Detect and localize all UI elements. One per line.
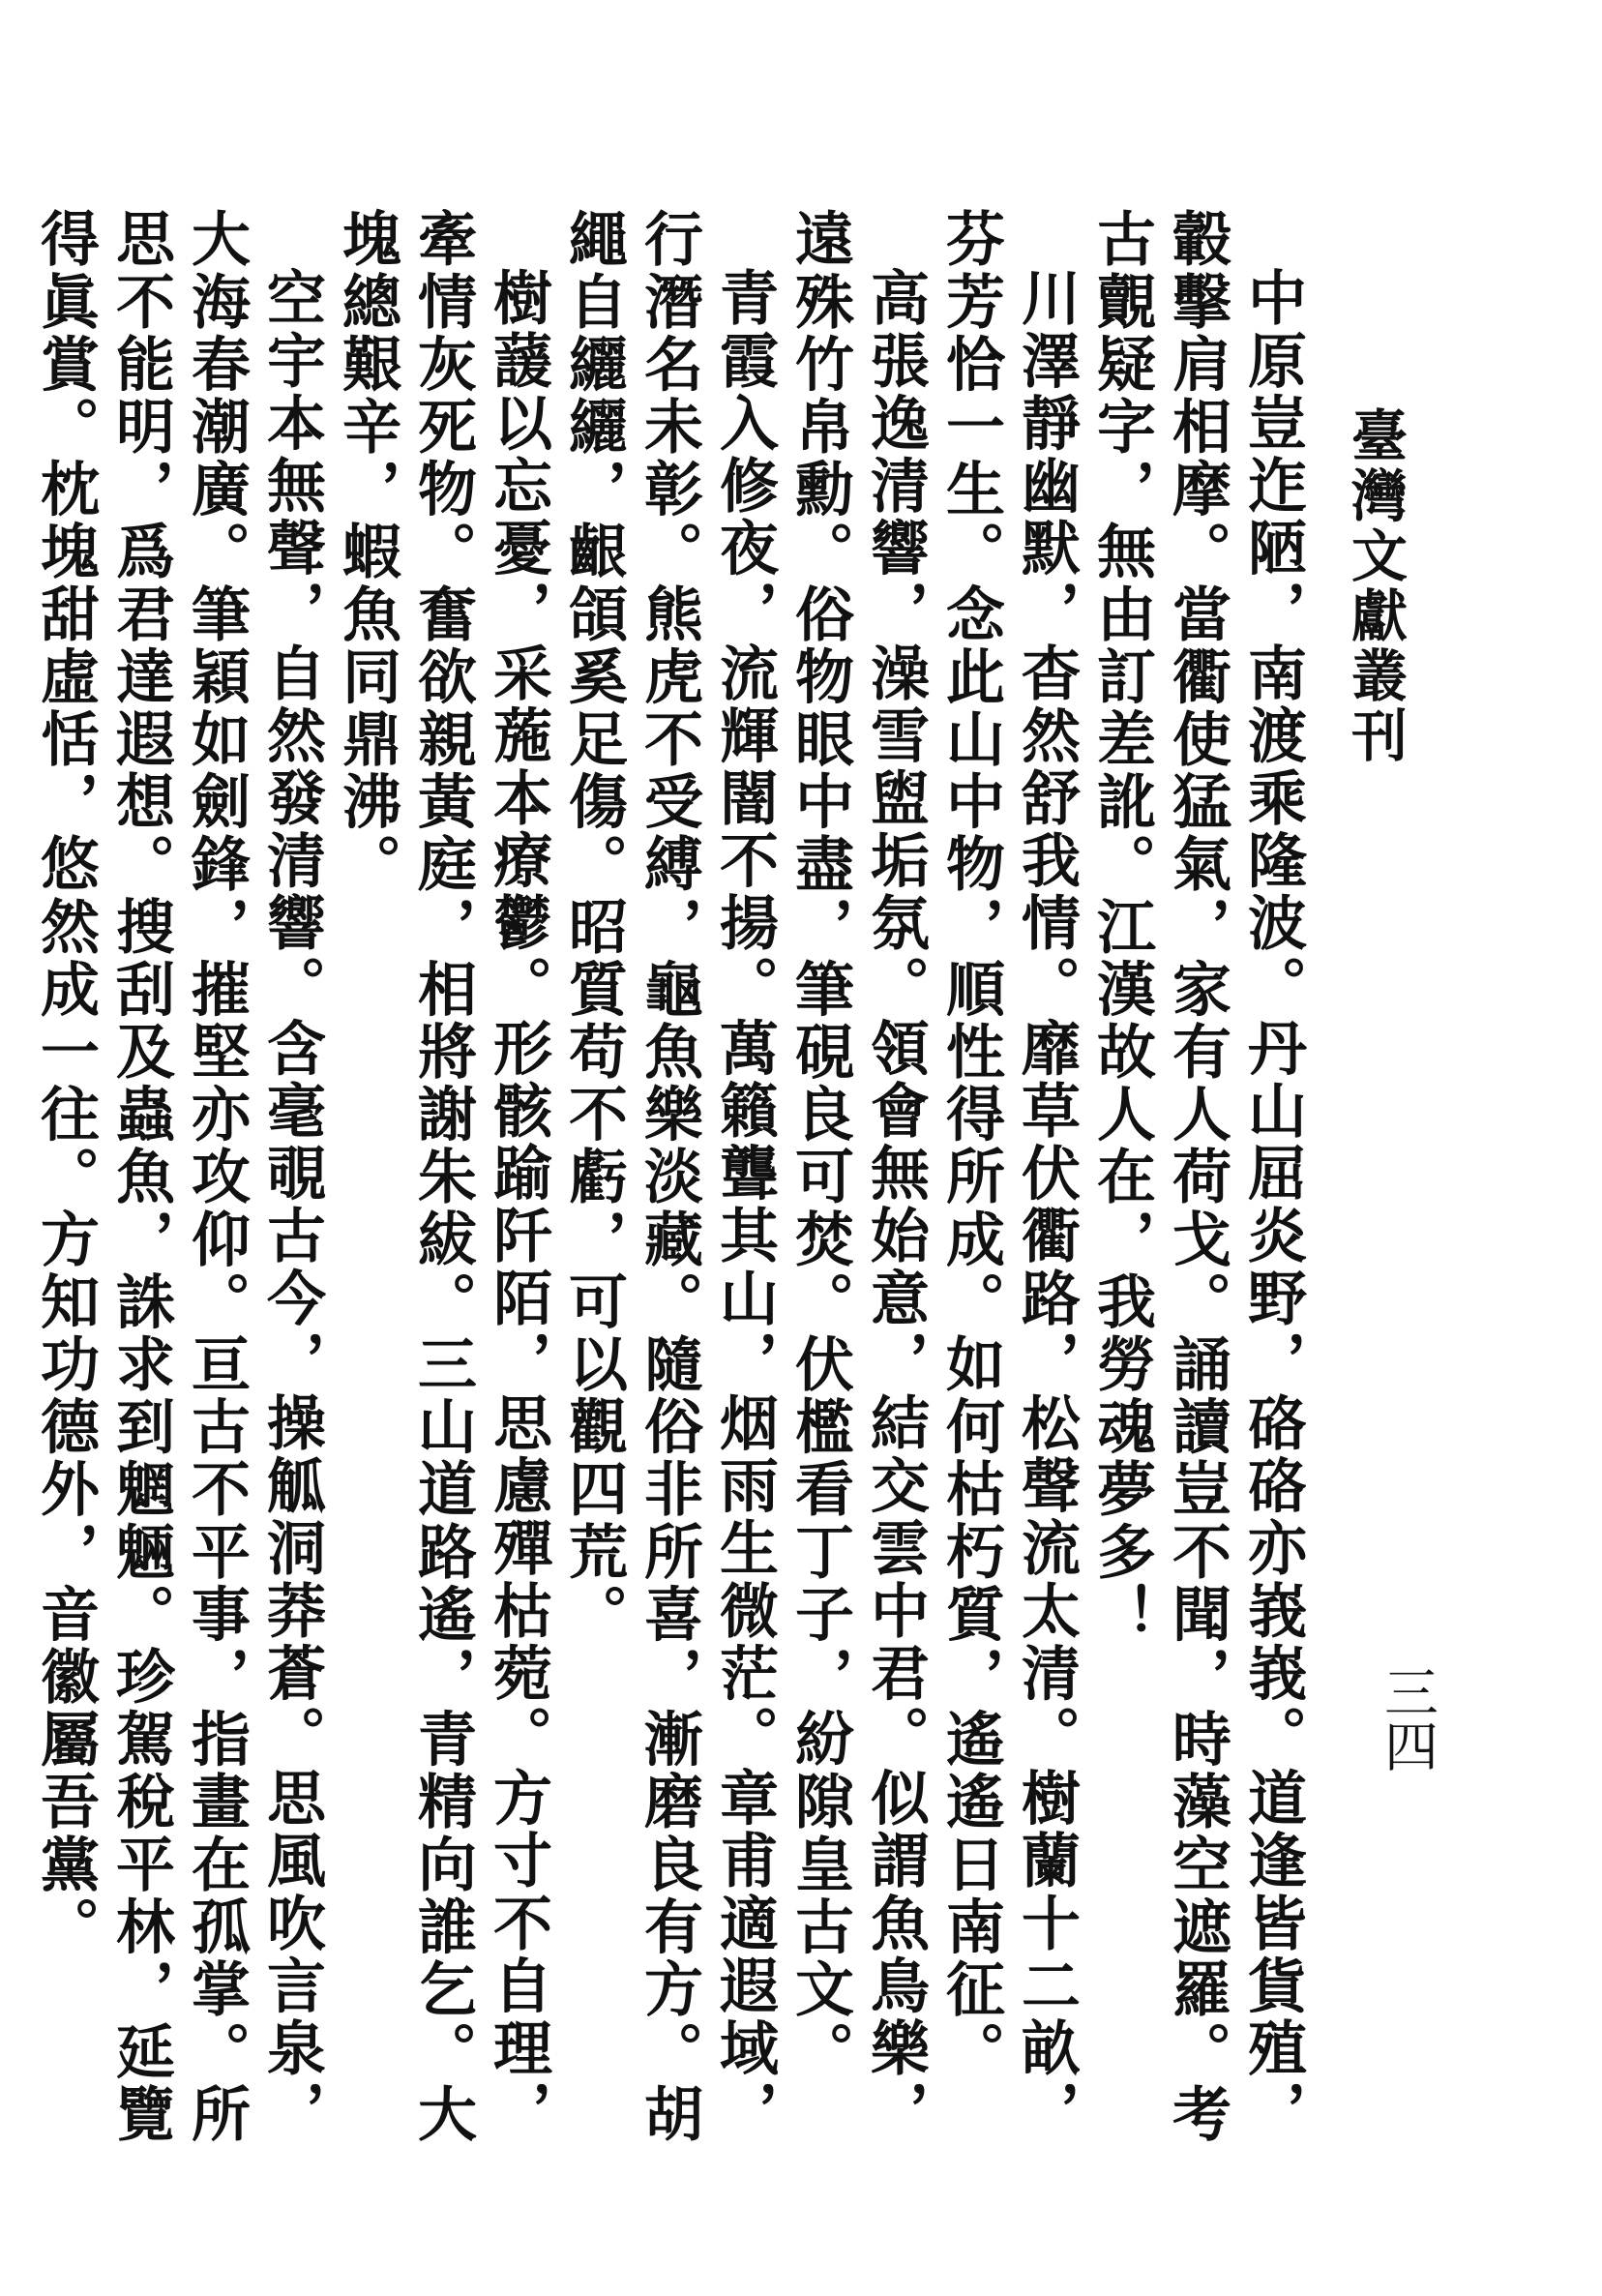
paragraph: 青霞入修夜，流輝闇不揚。萬籟聾其山，烟雨生微茫。章甫適遐域，行潛名未彰。熊虎不受縛，龜魚樂淡藏。隨俗非所喜，漸磨良有方。胡繩自纚纚，齦頜奚足傷。昭質苟不虧，可以觀四荒。 — [559, 208, 779, 2146]
body-text — [27, 208, 1310, 2153]
running-header: 臺灣文獻叢刊 — [1342, 406, 1408, 766]
page-number: 三四 — [1376, 1664, 1439, 1773]
paragraph: 空宇本無聲，自然發清響。含毫覗古今，操觚洞莽蒼。思風吹言泉，大海春潮廣。筆穎如劍鋒，摧堅亦攻仰。亘古不平事，指畫在孤掌。所思不能明，爲君達遐想。搜刮及蟲魚，誅求到魍魎。珍駕稅平林，延覽得眞賞。枕塊甜虛恬，悠然成一往。方知功德外，音徽屬吾黨。 — [31, 208, 326, 2146]
paragraph: 川澤靜幽默，杳然舒我情。靡草伏衢路，松聲流太清。樹蘭十二畝，芬芳恰一生。念此山中物，順性得所成。如何枯朽質，遙遙日南征。 — [936, 208, 1081, 2142]
paragraph: 中原豈迮陋，南渡乘隆波。丹山屈炎野，硌硌亦峩峩。道逢皆貨殖，轂擊肩相摩。當衢使猛氣，家有人荷戈。誦讀豈不聞，時藻空遮羅。考古覿疑字，無由訂差訛。江漢故人在，我勞魂夢多！ — [1087, 208, 1307, 2146]
paragraph: 高張逸清響，澡雪盥垢氛。領會無始意，結交雲中君。似謂魚鳥樂，遠殊竹帛勳。俗物眼中盡，筆硯良可焚。伏檻看丁子，紛隙皇古文。 — [786, 208, 930, 2142]
paragraph: 樹蘐以忘憂，采葹本療鬱。形骸踰阡陌，思慮殫枯菀。方寸不自理，牽情灰死物。奮欲親黃庭，相將謝朱紱。三山道路遙，青精向誰乞。大塊總艱辛，蝦魚同鼎沸。 — [333, 208, 552, 2146]
